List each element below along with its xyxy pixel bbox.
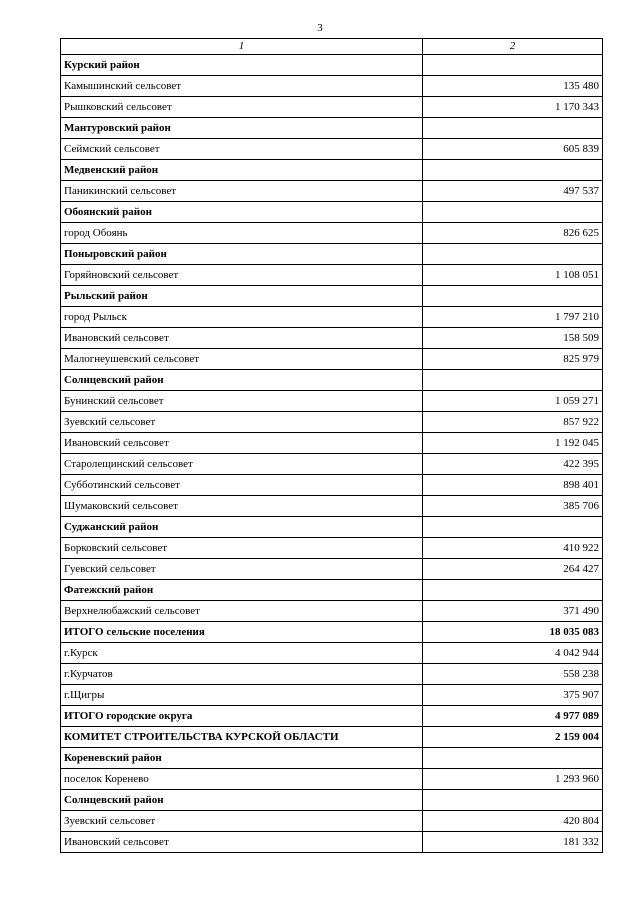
row-name: КОМИТЕТ СТРОИТЕЛЬСТВА КУРСКОЙ ОБЛАСТИ (61, 727, 423, 748)
table-row (61, 664, 603, 685)
row-name: Борковский сельсовет (61, 538, 423, 559)
table-row (61, 97, 603, 118)
table-row (61, 811, 603, 832)
row-name: Курский район (61, 55, 423, 76)
table-row (61, 496, 603, 517)
table-row (61, 307, 603, 328)
row-value: 497 537 (423, 181, 603, 202)
row-value: 2 159 004 (423, 727, 603, 748)
table-row (61, 391, 603, 412)
table-row (61, 265, 603, 286)
row-name: Солнцевский район (61, 370, 423, 391)
row-name: Сеймский сельсовет (61, 139, 423, 160)
row-value (423, 790, 603, 811)
row-value: 385 706 (423, 496, 603, 517)
table-row-heading (61, 160, 603, 181)
table-row (61, 643, 603, 664)
row-value: 410 922 (423, 538, 603, 559)
row-name: ИТОГО сельские поселения (61, 622, 423, 643)
table-row-heading (61, 118, 603, 139)
row-value (423, 202, 603, 223)
table-row-heading (61, 727, 603, 748)
row-name: г.Щигры (61, 685, 423, 706)
row-value: 1 170 343 (423, 97, 603, 118)
table-row (61, 601, 603, 622)
row-name: Рышковский сельсовет (61, 97, 423, 118)
row-name: г.Курчатов (61, 664, 423, 685)
row-name: Кореневский район (61, 748, 423, 769)
table-row (61, 412, 603, 433)
table-row-heading (61, 244, 603, 265)
row-value: 422 395 (423, 454, 603, 475)
row-name: Бунинский сельсовет (61, 391, 423, 412)
row-name: город Обоянь (61, 223, 423, 244)
budget-table (60, 38, 603, 853)
row-value (423, 244, 603, 265)
row-name: Ивановский сельсовет (61, 328, 423, 349)
table-row-heading (61, 202, 603, 223)
row-name: Зуевский сельсовет (61, 412, 423, 433)
row-value: 1 108 051 (423, 265, 603, 286)
table-header-row (61, 39, 603, 55)
row-value: 158 509 (423, 328, 603, 349)
row-value: 4 977 089 (423, 706, 603, 727)
row-name: Паникинский сельсовет (61, 181, 423, 202)
row-value: 371 490 (423, 601, 603, 622)
row-name: Горяйновский сельсовет (61, 265, 423, 286)
row-name: Старолещинский сельсовет (61, 454, 423, 475)
row-name: поселок Коренево (61, 769, 423, 790)
row-name: Солнцевский район (61, 790, 423, 811)
row-value: 558 238 (423, 664, 603, 685)
column-header-2: 2 (423, 39, 603, 55)
row-value (423, 580, 603, 601)
row-value: 18 035 083 (423, 622, 603, 643)
row-name: Поныровский район (61, 244, 423, 265)
table-row-heading (61, 370, 603, 391)
table-row (61, 181, 603, 202)
table-row (61, 475, 603, 496)
row-name: Рыльский район (61, 286, 423, 307)
row-value (423, 286, 603, 307)
table-row (61, 454, 603, 475)
row-value (423, 517, 603, 538)
row-value (423, 118, 603, 139)
table-row-heading (61, 790, 603, 811)
row-value (423, 160, 603, 181)
table-row (61, 223, 603, 244)
table-row (61, 769, 603, 790)
row-value: 825 979 (423, 349, 603, 370)
row-name: Малогнеушевский сельсовет (61, 349, 423, 370)
row-value (423, 370, 603, 391)
row-name: Шумаковский сельсовет (61, 496, 423, 517)
table-row (61, 328, 603, 349)
table-row (61, 76, 603, 97)
table-row (61, 349, 603, 370)
row-value: 1 059 271 (423, 391, 603, 412)
row-name: ИТОГО городские округа (61, 706, 423, 727)
row-value: 264 427 (423, 559, 603, 580)
table-row (61, 139, 603, 160)
row-name: Мантуровский район (61, 118, 423, 139)
row-name: Ивановский сельсовет (61, 832, 423, 853)
row-value: 4 042 944 (423, 643, 603, 664)
row-name: Ивановский сельсовет (61, 433, 423, 454)
table-body (61, 55, 603, 853)
table-row-heading (61, 286, 603, 307)
table-row (61, 538, 603, 559)
row-value: 1 293 960 (423, 769, 603, 790)
row-name: Суджанский район (61, 517, 423, 538)
table-row-heading (61, 55, 603, 76)
row-name: город Рыльск (61, 307, 423, 328)
row-value: 826 625 (423, 223, 603, 244)
table-row-heading (61, 706, 603, 727)
row-name: г.Курск (61, 643, 423, 664)
row-value: 857 922 (423, 412, 603, 433)
row-name: Гуевский сельсовет (61, 559, 423, 580)
row-value: 181 332 (423, 832, 603, 853)
row-name: Обоянский район (61, 202, 423, 223)
row-value: 420 804 (423, 811, 603, 832)
table-row (61, 832, 603, 853)
row-value: 605 839 (423, 139, 603, 160)
row-name: Медвенский район (61, 160, 423, 181)
column-header-1: 1 (61, 39, 423, 55)
row-name: Зуевский сельсовет (61, 811, 423, 832)
table-row (61, 559, 603, 580)
row-name: Фатежский район (61, 580, 423, 601)
row-value (423, 55, 603, 76)
row-value: 898 401 (423, 475, 603, 496)
row-value: 135 480 (423, 76, 603, 97)
table-row (61, 433, 603, 454)
page-number: 3 (317, 22, 323, 34)
table-row-heading (61, 748, 603, 769)
table-row-heading (61, 580, 603, 601)
row-name: Субботинский сельсовет (61, 475, 423, 496)
table-row-heading (61, 622, 603, 643)
row-value: 375 907 (423, 685, 603, 706)
row-name: Верхнелюбажский сельсовет (61, 601, 423, 622)
row-value: 1 192 045 (423, 433, 603, 454)
row-name: Камышинский сельсовет (61, 76, 423, 97)
table-row (61, 685, 603, 706)
row-value: 1 797 210 (423, 307, 603, 328)
table-row-heading (61, 517, 603, 538)
row-value (423, 748, 603, 769)
